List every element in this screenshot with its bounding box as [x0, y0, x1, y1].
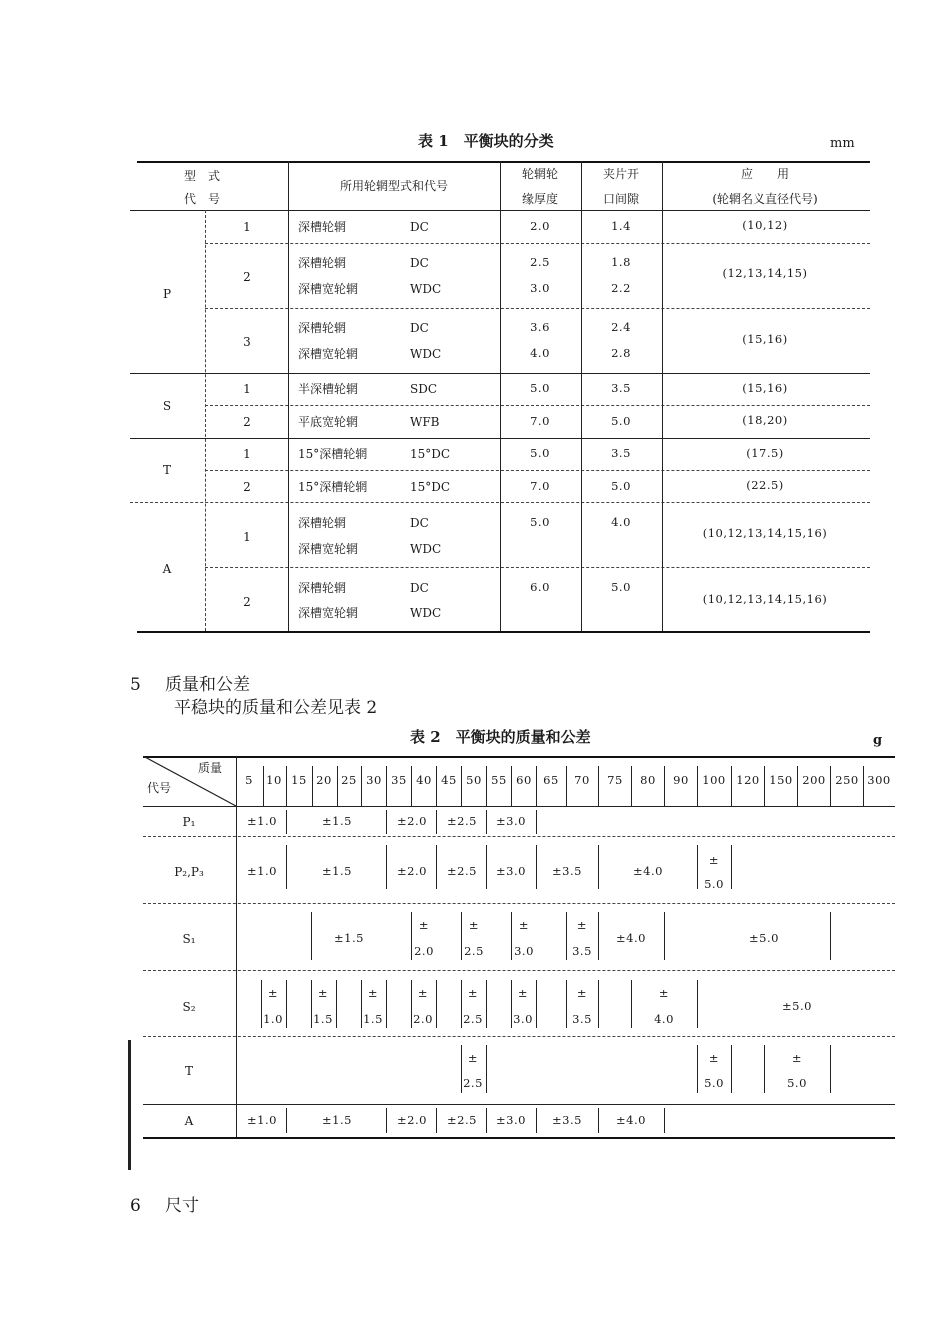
rim-name: 深槽轮辋	[298, 321, 347, 335]
rim-name: 15°深槽轮辋	[298, 480, 368, 494]
type-code: P	[162, 287, 172, 301]
mass-header: 300	[867, 773, 891, 787]
sub-code: 1	[243, 530, 251, 544]
cell-rule	[486, 1108, 487, 1133]
corner-mass-label: 质量	[198, 761, 223, 775]
cell-rule	[311, 912, 312, 960]
rim-name: 15°深槽轮辋	[298, 447, 368, 461]
cell-rule	[566, 980, 567, 1028]
rim-name: 半深槽轮辋	[298, 382, 359, 396]
flange-thickness: 2.0	[530, 219, 550, 233]
table2-code-col-rule	[236, 756, 237, 1137]
rim-name: 平底宽轮辋	[298, 415, 359, 429]
sub-code: 1	[243, 447, 251, 461]
mass-header: 60	[516, 773, 532, 787]
cell-rule	[536, 1108, 537, 1133]
row-code: S₁	[182, 932, 196, 946]
cell-rule	[598, 912, 599, 960]
rim-abbr: DC	[410, 256, 429, 270]
type-code: S	[162, 399, 172, 413]
table1-caption: 表 1 平衡块的分类	[418, 132, 554, 150]
tolerance-cell: ±2.0	[397, 1113, 427, 1127]
table2-bottom-rule	[143, 1137, 895, 1139]
flange-thickness: 7.0	[530, 479, 550, 493]
application: (17.5)	[746, 446, 784, 460]
cell-rule	[286, 1108, 287, 1133]
tolerance-cell: ±	[467, 1051, 479, 1065]
section6-title: 尺寸	[165, 1196, 199, 1216]
cell-rule	[486, 980, 487, 1028]
tolerance-cell: ±	[576, 986, 588, 1000]
cell-rule	[311, 980, 312, 1028]
header-clip-1: 夹片开	[602, 167, 640, 181]
clip-gap: 5.0	[611, 479, 631, 493]
type-code: A	[162, 562, 172, 576]
mass-header: 20	[316, 773, 332, 787]
tolerance-cell: ±4.0	[616, 931, 646, 945]
tolerance-cell: ±3.0	[496, 1113, 526, 1127]
cell-rule	[336, 980, 337, 1028]
rim-abbr: DC	[410, 516, 429, 530]
tolerance-cell: ±	[267, 986, 279, 1000]
application: (15,16)	[742, 381, 788, 395]
cell-rule	[411, 912, 412, 960]
rim-abbr: WDC	[410, 282, 442, 296]
application: (22.5)	[746, 478, 784, 492]
cell-rule	[286, 845, 287, 889]
tolerance-cell: 2.5	[464, 944, 484, 958]
mass-header: 65	[543, 773, 559, 787]
tolerance-cell: 2.5	[463, 1076, 483, 1090]
mass-col-rule	[461, 766, 462, 806]
mass-col-rule	[263, 766, 264, 806]
mass-header: 10	[266, 773, 282, 787]
cell-rule	[436, 810, 437, 834]
scan-edge	[128, 1040, 131, 1170]
flange-thickness: 6.0	[530, 580, 550, 594]
mass-col-rule	[312, 766, 313, 806]
mass-header: 80	[640, 773, 656, 787]
tolerance-cell: ±4.0	[633, 864, 663, 878]
rim-abbr: WDC	[410, 347, 442, 361]
cell-rule	[731, 1045, 732, 1093]
mass-header: 50	[466, 773, 482, 787]
cell-rule	[486, 810, 487, 834]
tolerance-cell: ±1.0	[247, 814, 277, 828]
mass-header: 150	[769, 773, 793, 787]
clip-gap: 4.0	[611, 515, 631, 529]
mass-header: 90	[673, 773, 689, 787]
tolerance-cell: ±1.5	[322, 1113, 352, 1127]
cell-rule	[511, 912, 512, 960]
cell-rule	[386, 810, 387, 834]
mass-col-rule	[598, 766, 599, 806]
mass-col-rule	[566, 766, 567, 806]
flange-thickness: 5.0	[530, 515, 550, 529]
table1-unit: mm	[830, 136, 855, 151]
clip-gap: 5.0	[611, 414, 631, 428]
table2-header-rule	[143, 806, 895, 807]
mass-col-rule	[386, 766, 387, 806]
tolerance-cell: ±	[417, 986, 429, 1000]
tolerance-cell: ±	[658, 986, 670, 1000]
sub-code: 2	[243, 595, 251, 609]
section5-number: 5	[130, 675, 141, 695]
rim-abbr: 15°DC	[410, 447, 451, 461]
mass-header: 55	[491, 773, 507, 787]
mass-header: 120	[736, 773, 760, 787]
cell-rule	[386, 845, 387, 889]
tolerance-cell: 1.0	[263, 1012, 283, 1026]
table2-top-rule	[143, 756, 895, 758]
cell-rule	[411, 980, 412, 1028]
tolerance-cell: 2.0	[414, 944, 434, 958]
header-rim-type: 所用轮辋型式和代号	[339, 179, 449, 193]
cell-rule	[386, 1108, 387, 1133]
clip-gap: 3.5	[611, 446, 631, 460]
tolerance-cell: ±1.5	[322, 864, 352, 878]
tolerance-cell: ±5.0	[782, 999, 812, 1013]
mass-col-rule	[411, 766, 412, 806]
sub-code: 1	[243, 382, 251, 396]
tolerance-cell: ±3.5	[552, 1113, 582, 1127]
table1-top-rule	[137, 161, 870, 163]
row-code: P₂,P₃	[174, 865, 204, 879]
section5-body: 平稳块的质量和公差见表 2	[174, 698, 378, 718]
mass-header: 45	[441, 773, 457, 787]
tolerance-cell: ±	[317, 986, 329, 1000]
row-code: P₁	[182, 815, 196, 829]
application: (15,16)	[742, 332, 788, 346]
sub-code: 1	[243, 220, 251, 234]
clip-gap: 3.5	[611, 381, 631, 395]
rim-name: 深槽宽轮辋	[298, 347, 359, 361]
cell-rule	[261, 980, 262, 1028]
tolerance-cell: ±5.0	[749, 931, 779, 945]
tolerance-cell: ±	[517, 986, 529, 1000]
cell-rule	[486, 845, 487, 889]
type-code: T	[162, 463, 172, 477]
table2-row-rule	[143, 903, 895, 904]
tolerance-cell: ±	[708, 1051, 720, 1065]
tolerance-cell: 1.5	[363, 1012, 383, 1026]
flange-thickness: 3.6	[530, 320, 550, 334]
tolerance-cell: 5.0	[704, 1076, 724, 1090]
cell-rule	[361, 980, 362, 1028]
mass-col-rule	[731, 766, 732, 806]
tolerance-cell: ±1.5	[334, 931, 364, 945]
mass-col-rule	[436, 766, 437, 806]
clip-gap: 1.8	[611, 255, 631, 269]
cell-rule	[486, 1045, 487, 1093]
tolerance-cell: ±	[467, 986, 479, 1000]
cell-rule	[697, 845, 698, 889]
mass-col-rule	[664, 766, 665, 806]
cell-rule	[286, 980, 287, 1028]
mass-col-rule	[697, 766, 698, 806]
rim-abbr: DC	[410, 220, 429, 234]
table1-col-rule	[662, 161, 663, 631]
application: (10,12)	[742, 218, 788, 232]
cell-rule	[461, 912, 462, 960]
rim-name: 深槽轮辋	[298, 581, 347, 595]
tolerance-cell: 3.5	[572, 944, 592, 958]
mass-col-rule	[511, 766, 512, 806]
clip-gap: 2.8	[611, 346, 631, 360]
mass-col-rule	[764, 766, 765, 806]
table1-col-rule	[581, 161, 582, 631]
cell-rule	[536, 980, 537, 1028]
cell-rule	[386, 980, 387, 1028]
cell-rule	[764, 1045, 765, 1093]
row-code: T	[184, 1064, 194, 1078]
cell-rule	[830, 912, 831, 960]
tolerance-cell: ±	[708, 853, 720, 867]
clip-gap: 2.2	[611, 281, 631, 295]
tolerance-cell: ±3.5	[552, 864, 582, 878]
mass-col-rule	[863, 766, 864, 806]
table1-row-rule	[205, 405, 870, 406]
tolerance-cell: ±1.0	[247, 864, 277, 878]
mass-col-rule	[286, 766, 287, 806]
header-app-2: (轮辋名义直径代号)	[712, 192, 818, 206]
rim-abbr: SDC	[410, 382, 438, 396]
mass-col-rule	[486, 766, 487, 806]
cell-rule	[664, 1108, 665, 1133]
table1-row-rule	[205, 470, 870, 471]
sub-code: 2	[243, 480, 251, 494]
cell-rule	[664, 912, 665, 960]
cell-rule	[461, 980, 462, 1028]
cell-rule	[511, 980, 512, 1028]
tolerance-cell: ±2.0	[397, 864, 427, 878]
cell-rule	[436, 980, 437, 1028]
table1-col-rule	[500, 161, 501, 631]
tolerance-cell: 4.0	[654, 1012, 674, 1026]
mass-header: 30	[366, 773, 382, 787]
rim-abbr: DC	[410, 581, 429, 595]
flange-thickness: 3.0	[530, 281, 550, 295]
flange-thickness: 2.5	[530, 255, 550, 269]
table1-row-rule	[205, 243, 870, 244]
mass-col-rule	[536, 766, 537, 806]
rim-abbr: 15°DC	[410, 480, 451, 494]
flange-thickness: 5.0	[530, 446, 550, 460]
tolerance-cell: ±2.0	[397, 814, 427, 828]
tolerance-cell: ±3.0	[496, 814, 526, 828]
tolerance-cell: 3.5	[572, 1012, 592, 1026]
rim-abbr: WFB	[410, 415, 440, 429]
header-flange-2: 缘厚度	[521, 192, 559, 206]
cell-rule	[631, 980, 632, 1028]
header-code: 代 号	[184, 192, 221, 206]
tolerance-cell: 1.5	[313, 1012, 333, 1026]
header-flange-1: 轮辋轮	[521, 167, 559, 181]
cell-rule	[731, 845, 732, 889]
cell-rule	[536, 845, 537, 889]
header-type: 型 式	[184, 169, 221, 183]
cell-rule	[286, 810, 287, 834]
rim-abbr: WDC	[410, 606, 442, 620]
table2-row-rule	[143, 1104, 895, 1105]
tolerance-cell: 5.0	[787, 1076, 807, 1090]
flange-thickness: 5.0	[530, 381, 550, 395]
cell-rule	[436, 1108, 437, 1133]
mass-col-rule	[337, 766, 338, 806]
rim-name: 深槽宽轮辋	[298, 606, 359, 620]
mass-col-rule	[361, 766, 362, 806]
mass-header: 250	[835, 773, 859, 787]
flange-thickness: 4.0	[530, 346, 550, 360]
rim-name: 深槽轮辋	[298, 516, 347, 530]
cell-rule	[697, 1045, 698, 1093]
mass-header: 5	[245, 773, 253, 787]
sub-code: 2	[243, 415, 251, 429]
application: (10,12,13,14,15,16)	[702, 592, 828, 606]
tolerance-cell: ±	[468, 918, 480, 932]
cell-rule	[566, 912, 567, 960]
tolerance-cell: ±2.5	[447, 814, 477, 828]
table1-col-rule	[288, 161, 289, 631]
application: (10,12,13,14,15,16)	[702, 526, 828, 540]
mass-header: 40	[416, 773, 432, 787]
row-code: S₂	[182, 1000, 196, 1014]
clip-gap: 2.4	[611, 320, 631, 334]
application: (12,13,14,15)	[722, 266, 808, 280]
table1-bottom-rule	[137, 631, 870, 633]
row-code: A	[184, 1114, 194, 1128]
tolerance-cell: 2.0	[413, 1012, 433, 1026]
tolerance-cell: 5.0	[704, 877, 724, 891]
mass-header: 35	[391, 773, 407, 787]
mass-header: 75	[607, 773, 623, 787]
mass-header: 70	[574, 773, 590, 787]
cell-rule	[461, 1045, 462, 1093]
tolerance-cell: ±2.5	[447, 864, 477, 878]
table2-row-rule	[143, 836, 895, 837]
tolerance-cell: ±4.0	[616, 1113, 646, 1127]
cell-rule	[436, 845, 437, 889]
sub-code: 3	[243, 335, 251, 349]
table1-row-rule	[205, 567, 870, 568]
tolerance-cell: ±	[367, 986, 379, 1000]
tolerance-cell: ±	[518, 918, 530, 932]
tolerance-cell: ±	[418, 918, 430, 932]
table2-row-rule	[143, 970, 895, 971]
rim-name: 深槽轮辋	[298, 256, 347, 270]
tolerance-cell: 3.0	[513, 1012, 533, 1026]
rim-abbr: WDC	[410, 542, 442, 556]
mass-header: 100	[702, 773, 726, 787]
cell-rule	[598, 845, 599, 889]
rim-abbr: DC	[410, 321, 429, 335]
tolerance-cell: 2.5	[463, 1012, 483, 1026]
cell-rule	[598, 1108, 599, 1133]
sub-code: 2	[243, 270, 251, 284]
section6-number: 6	[130, 1196, 141, 1216]
cell-rule	[830, 1045, 831, 1093]
table2-caption: 表 2 平衡块的质量和公差	[410, 728, 591, 746]
mass-col-rule	[830, 766, 831, 806]
tolerance-cell: ±	[576, 918, 588, 932]
mass-header: 15	[291, 773, 307, 787]
table2-row-rule	[143, 1036, 895, 1037]
rim-name: 深槽轮辋	[298, 220, 347, 234]
mass-col-rule	[631, 766, 632, 806]
tolerance-cell: ±2.5	[447, 1113, 477, 1127]
section5-title: 质量和公差	[165, 675, 250, 695]
mass-header: 25	[341, 773, 357, 787]
rim-name: 深槽宽轮辋	[298, 282, 359, 296]
application: (18,20)	[742, 413, 788, 427]
tolerance-cell: 3.0	[514, 944, 534, 958]
table1-row-rule	[205, 308, 870, 309]
clip-gap: 1.4	[611, 219, 631, 233]
mass-header: 200	[802, 773, 826, 787]
header-clip-2: 口间隙	[602, 192, 640, 206]
cell-rule	[598, 980, 599, 1028]
tolerance-cell: ±3.0	[496, 864, 526, 878]
clip-gap: 5.0	[611, 580, 631, 594]
corner-code-label: 代号	[147, 781, 172, 795]
header-app-1: 应 用	[740, 167, 790, 181]
mass-col-rule	[797, 766, 798, 806]
rim-name: 深槽宽轮辋	[298, 542, 359, 556]
tolerance-cell: ±1.0	[247, 1113, 277, 1127]
tolerance-cell: ±	[791, 1051, 803, 1065]
cell-rule	[697, 980, 698, 1028]
table1-col-rule	[205, 210, 206, 631]
cell-rule	[536, 810, 537, 834]
tolerance-cell: ±1.5	[322, 814, 352, 828]
table2-unit: g	[873, 733, 883, 748]
flange-thickness: 7.0	[530, 414, 550, 428]
